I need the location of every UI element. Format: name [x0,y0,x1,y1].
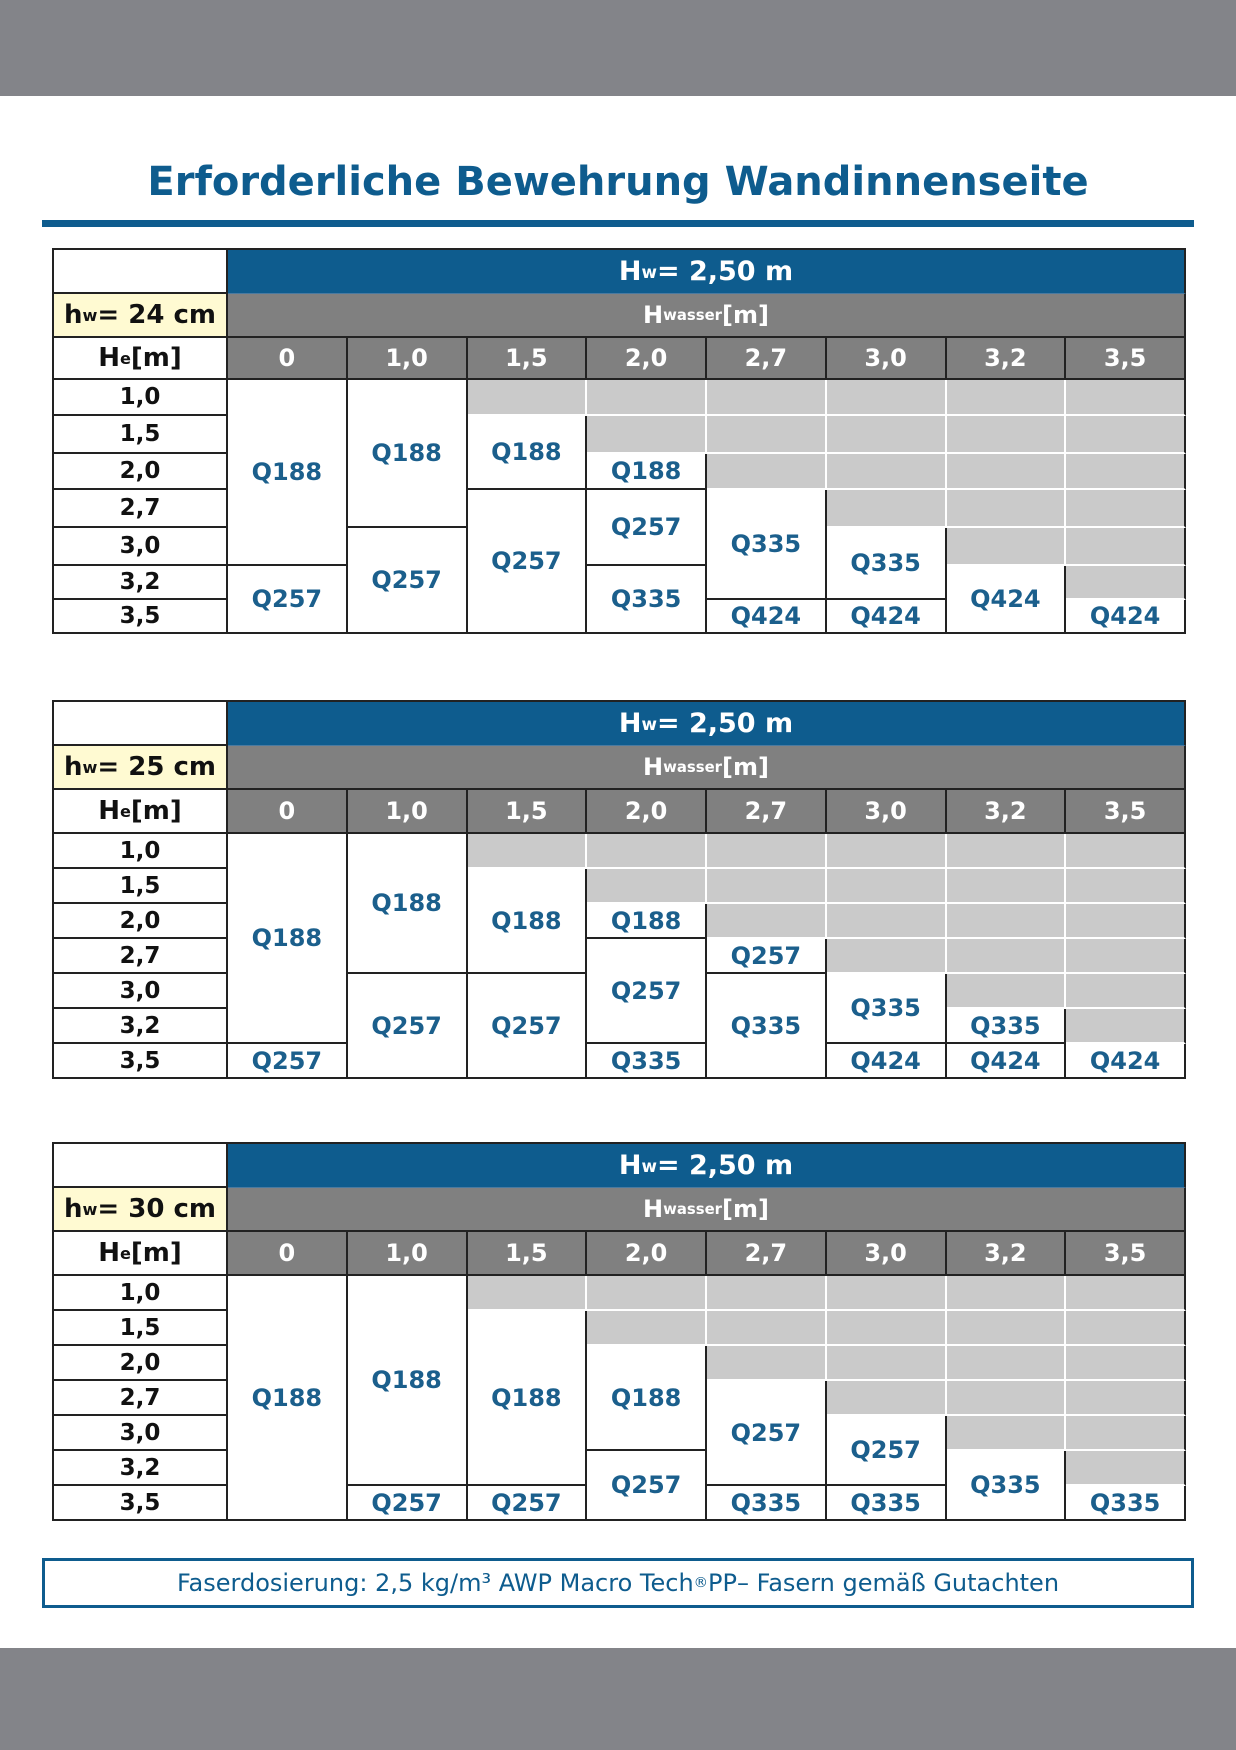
row-header: 3,5 [52,1486,228,1521]
reinforcement-cell: Q257 [468,1486,588,1521]
empty-cell [827,869,947,904]
reinforcement-cell: Q188 [348,1276,468,1486]
label-subscript: wasser [663,1200,723,1218]
label-rest: = 2,50 m [656,256,794,287]
empty-cell [947,974,1067,1009]
reinforcement-cell: Q335 [587,566,707,634]
label-main: h [64,300,83,330]
reinforcement-cell: Q335 [707,1486,827,1521]
empty-cell [827,454,947,490]
row-header: 3,2 [52,566,228,600]
reinforcement-cell: Q335 [947,1451,1067,1521]
reinforcement-cell: Q424 [827,1044,947,1079]
empty-cell [707,834,827,869]
row-header: 2,7 [52,1381,228,1416]
empty-cell [587,1311,707,1346]
empty-cell [827,1346,947,1381]
hw-height-banner [228,1142,1186,1188]
reinforcement-cell: Q257 [827,1416,947,1486]
corner-blank [52,248,228,294]
row-header: 3,2 [52,1009,228,1044]
column-header: 1,0 [348,790,468,834]
label-rest: [m] [722,1195,769,1223]
reinforcement-cell: Q335 [827,974,947,1044]
water-height-header [228,1188,1186,1232]
reinforcement-cell: Q257 [468,490,588,634]
row-header: 2,7 [52,939,228,974]
column-header: 3,0 [827,790,947,834]
label-main: H [618,256,642,287]
page-title: Erforderliche Bewehrung Wandinnenseite [147,159,1089,205]
column-header: 0 [228,338,348,380]
empty-cell [587,1276,707,1311]
reinforcement-cell: Q424 [827,600,947,634]
empty-cell [827,904,947,939]
reinforcement-cell: Q424 [947,566,1067,634]
row-header: 1,0 [52,1276,228,1311]
bottom-band [0,1648,1236,1750]
column-header: 1,5 [468,1232,588,1276]
reinforcement-cell: Q188 [468,416,588,490]
empty-cell [947,1346,1067,1381]
row-header: 2,0 [52,454,228,490]
row-header: 1,5 [52,1311,228,1346]
column-header: 1,5 [468,338,588,380]
column-header: 1,0 [348,1232,468,1276]
wall-thickness-label [52,746,228,790]
column-header: 3,2 [947,338,1067,380]
label-subscript: w [82,305,98,325]
column-header: 3,0 [827,1232,947,1276]
empty-cell [947,416,1067,454]
reinforcement-cell: Q257 [587,490,707,566]
empty-cell [1066,416,1186,454]
empty-cell [947,939,1067,974]
row-header: 2,0 [52,1346,228,1381]
column-header: 3,2 [947,1232,1067,1276]
label-subscript: wasser [663,306,723,324]
column-header: 2,0 [587,790,707,834]
label-main: H [98,1238,120,1268]
empty-cell [1066,1451,1186,1486]
label-subscript: e [119,801,131,821]
empty-cell [1066,1346,1186,1381]
label-rest: = 2,50 m [656,708,794,739]
row-header: 1,5 [52,416,228,454]
reinforcement-cell: Q188 [228,834,348,1044]
column-header: 2,0 [587,338,707,380]
column-header: 1,0 [348,338,468,380]
reinforcement-cell: Q335 [947,1009,1067,1044]
row-header: 2,0 [52,904,228,939]
label-subscript: w [641,713,657,734]
row-header: 3,0 [52,528,228,566]
empty-cell [1066,869,1186,904]
label-rest: [m] [130,1238,182,1268]
reinforcement-cell: Q257 [587,1451,707,1521]
label-rest: [m] [130,796,182,826]
empty-cell [827,1311,947,1346]
empty-cell [947,1276,1067,1311]
column-header: 1,5 [468,790,588,834]
empty-cell [1066,834,1186,869]
row-header: 3,2 [52,1451,228,1486]
empty-cell [827,416,947,454]
title-rule [42,220,1194,227]
label-subscript: w [82,1199,98,1219]
label-main: H [618,708,642,739]
footer-text-rest: PP– Fasern gemäß Gutachten [708,1569,1060,1597]
reinforcement-cell: Q257 [587,939,707,1044]
label-main: H [618,1150,642,1181]
label-subscript: e [119,1243,131,1263]
earth-height-label [52,1232,228,1276]
label-subscript: wasser [663,758,723,776]
reinforcement-cell: Q424 [1066,600,1186,634]
empty-cell [468,380,588,416]
column-header: 2,7 [707,790,827,834]
empty-cell [1066,974,1186,1009]
reinforcement-table-24cm [52,248,1186,634]
reinforcement-cell: Q257 [348,1486,468,1521]
empty-cell [947,834,1067,869]
empty-cell [468,834,588,869]
reinforcement-table-25cm [52,700,1186,1079]
empty-cell [947,454,1067,490]
label-rest: = 24 cm [97,300,216,330]
reinforcement-cell: Q188 [468,869,588,974]
label-subscript: e [119,348,131,368]
row-header: 3,5 [52,1044,228,1079]
column-header: 2,7 [707,338,827,380]
reinforcement-cell: Q188 [228,380,348,566]
row-header: 1,5 [52,869,228,904]
label-main: h [64,1194,83,1224]
label-rest: [m] [130,343,182,373]
reinforcement-cell: Q335 [707,490,827,600]
label-main: H [98,796,120,826]
column-header: 3,5 [1066,1232,1186,1276]
empty-cell [827,834,947,869]
empty-cell [1066,1416,1186,1451]
empty-cell [827,1381,947,1416]
empty-cell [707,1276,827,1311]
label-subscript: w [641,261,657,282]
earth-height-label [52,790,228,834]
empty-cell [947,1381,1067,1416]
wall-thickness-label [52,1188,228,1232]
label-rest: [m] [722,301,769,329]
empty-cell [1066,454,1186,490]
empty-cell [587,869,707,904]
row-header: 3,0 [52,974,228,1009]
fiber-dosage-note [42,1558,1194,1608]
earth-height-label [52,338,228,380]
label-subscript: w [641,1155,657,1176]
label-rest: = 25 cm [97,752,216,782]
reinforcement-cell: Q335 [707,974,827,1079]
label-rest: [m] [722,753,769,781]
empty-cell [1066,566,1186,600]
top-band [0,0,1236,96]
empty-cell [587,834,707,869]
empty-cell [587,416,707,454]
empty-cell [947,1311,1067,1346]
reinforcement-cell: Q188 [228,1276,348,1521]
label-main: H [98,343,120,373]
row-header: 1,0 [52,380,228,416]
row-header: 1,0 [52,834,228,869]
label-subscript: w [82,757,98,777]
corner-blank [52,700,228,746]
reinforcement-cell: Q188 [587,904,707,939]
label-main: H [643,1195,664,1223]
reinforcement-cell: Q188 [468,1311,588,1486]
reinforcement-cell: Q257 [707,939,827,974]
reinforcement-cell: Q335 [1066,1486,1186,1521]
empty-cell [1066,1311,1186,1346]
reinforcement-cell: Q335 [827,1486,947,1521]
column-header: 0 [228,790,348,834]
reinforcement-cell: Q257 [707,1381,827,1486]
wall-thickness-label [52,294,228,338]
empty-cell [947,528,1067,566]
empty-cell [827,939,947,974]
column-header: 3,5 [1066,790,1186,834]
reinforcement-cell: Q424 [1066,1044,1186,1079]
empty-cell [827,380,947,416]
footer-text: Faserdosierung: 2,5 kg/m³ AWP Macro Tech [176,1569,694,1597]
reinforcement-cell: Q188 [587,1346,707,1451]
reinforcement-cell: Q257 [348,974,468,1079]
empty-cell [947,869,1067,904]
empty-cell [587,380,707,416]
empty-cell [707,904,827,939]
reinforcement-cell: Q335 [587,1044,707,1079]
reinforcement-table-30cm [52,1142,1186,1521]
empty-cell [468,1276,588,1311]
empty-cell [947,380,1067,416]
empty-cell [827,490,947,528]
reinforcement-cell: Q335 [827,528,947,600]
label-rest: = 2,50 m [656,1150,794,1181]
column-header: 0 [228,1232,348,1276]
empty-cell [1066,1381,1186,1416]
label-main: H [643,301,664,329]
reinforcement-cell: Q188 [587,454,707,490]
water-height-header [228,294,1186,338]
reinforcement-cell: Q257 [468,974,588,1079]
empty-cell [947,904,1067,939]
empty-cell [707,380,827,416]
empty-cell [1066,1009,1186,1044]
empty-cell [947,1416,1067,1451]
empty-cell [707,1311,827,1346]
empty-cell [1066,528,1186,566]
label-rest: = 30 cm [97,1194,216,1224]
reinforcement-cell: Q257 [228,566,348,634]
hw-height-banner [228,700,1186,746]
reinforcement-cell: Q424 [947,1044,1067,1079]
column-header: 3,2 [947,790,1067,834]
empty-cell [707,1346,827,1381]
reinforcement-cell: Q257 [348,528,468,634]
reinforcement-cell: Q188 [348,380,468,528]
water-height-header [228,746,1186,790]
hw-height-banner [228,248,1186,294]
column-header: 2,0 [587,1232,707,1276]
row-header: 3,0 [52,1416,228,1451]
empty-cell [707,454,827,490]
row-header: 2,7 [52,490,228,528]
empty-cell [1066,380,1186,416]
reinforcement-cell: Q188 [348,834,468,974]
corner-blank [52,1142,228,1188]
empty-cell [827,1276,947,1311]
column-header: 2,7 [707,1232,827,1276]
empty-cell [1066,490,1186,528]
empty-cell [707,869,827,904]
row-header: 3,5 [52,600,228,634]
reinforcement-cell: Q424 [707,600,827,634]
empty-cell [707,416,827,454]
column-header: 3,0 [827,338,947,380]
label-main: h [64,752,83,782]
label-main: H [643,753,664,781]
column-header: 3,5 [1066,338,1186,380]
empty-cell [1066,1276,1186,1311]
empty-cell [1066,939,1186,974]
reinforcement-cell: Q257 [228,1044,348,1079]
empty-cell [947,490,1067,528]
empty-cell [1066,904,1186,939]
registered-mark: ® [693,1575,709,1591]
